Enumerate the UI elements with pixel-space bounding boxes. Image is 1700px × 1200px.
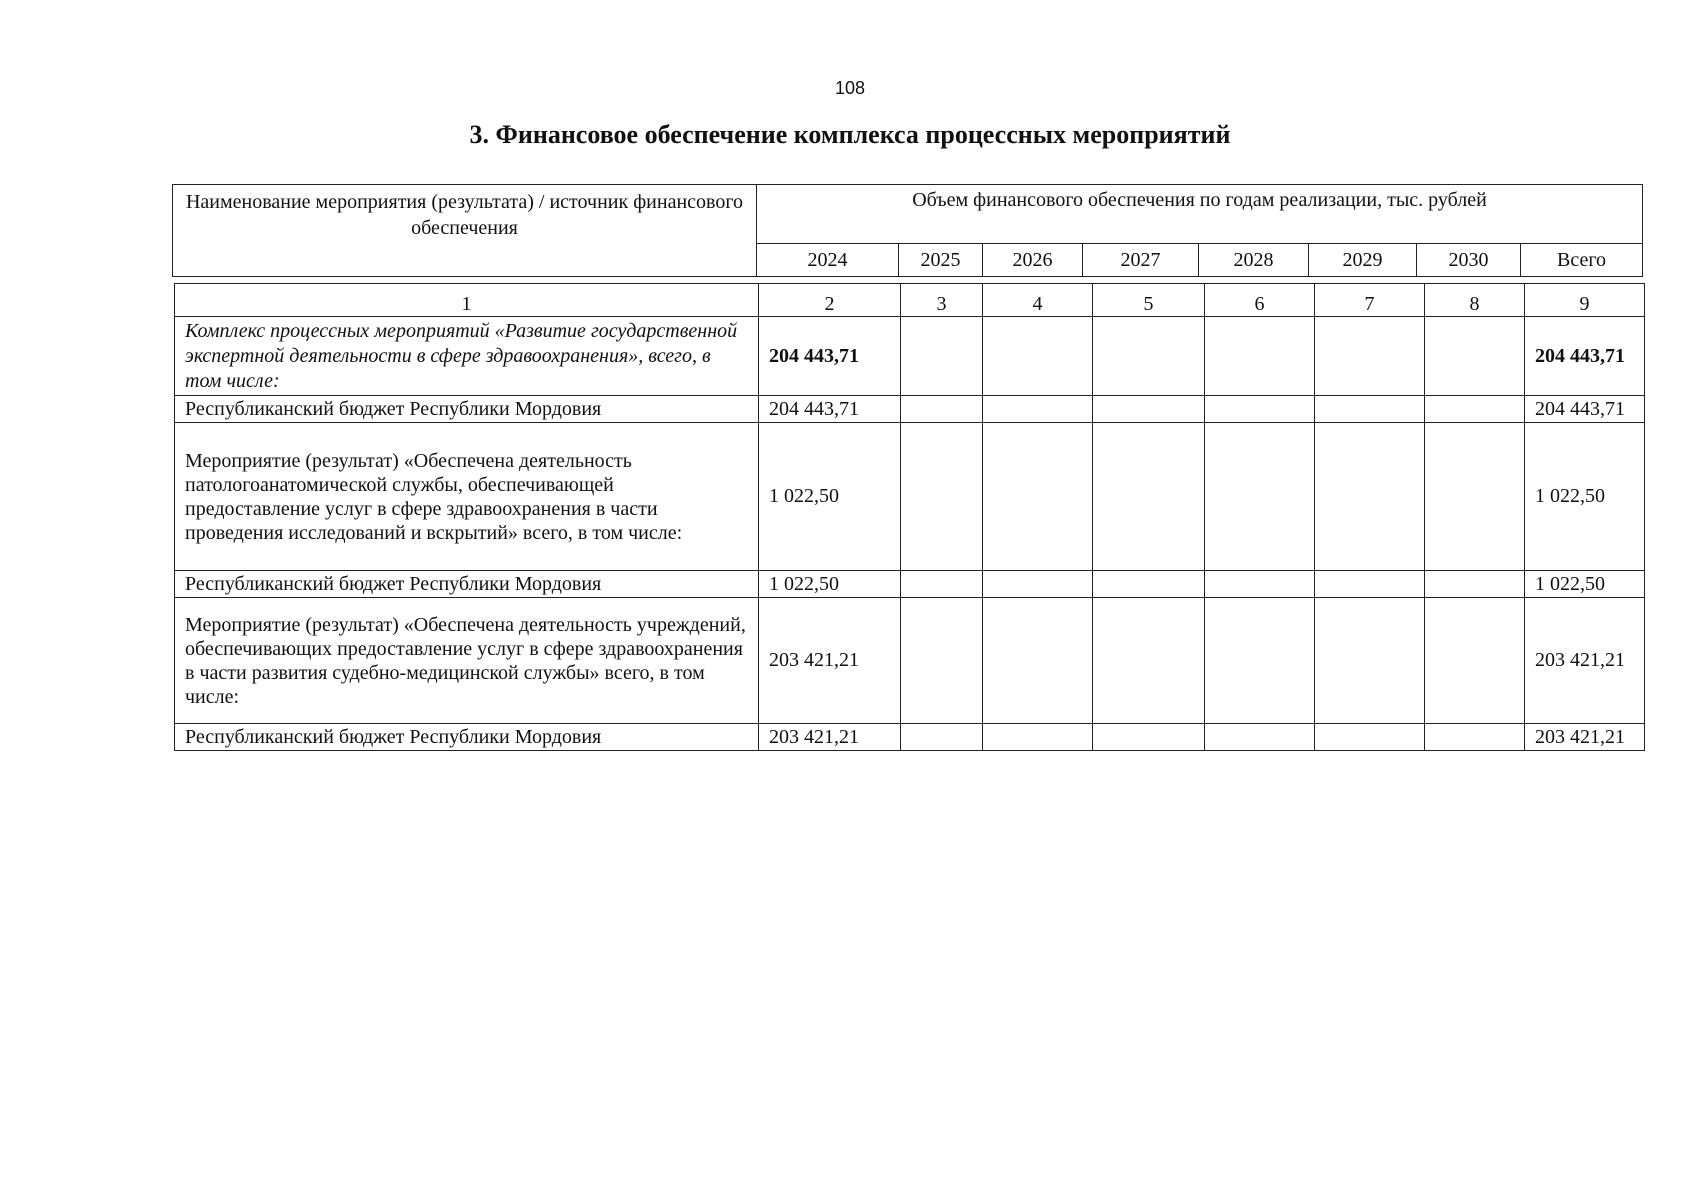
empty-cell [983, 724, 1093, 751]
empty-cell [983, 598, 1093, 724]
empty-cell [1205, 598, 1315, 724]
row-name: Республиканский бюджет Республики Мордовия [175, 571, 759, 598]
empty-cell [983, 571, 1093, 598]
empty-cell [1093, 724, 1205, 751]
empty-cell [1093, 396, 1205, 423]
column-header-name: Наименование мероприятия (результата) / источник финансового обеспечения [173, 185, 757, 277]
empty-cell [1205, 724, 1315, 751]
column-number: 9 [1525, 284, 1645, 317]
empty-cell [983, 396, 1093, 423]
value-2024: 203 421,21 [759, 724, 901, 751]
table-row [175, 317, 1645, 396]
empty-cell [901, 317, 983, 396]
empty-cell [901, 571, 983, 598]
empty-cell [1093, 571, 1205, 598]
table-row [175, 598, 1645, 724]
value-2024: 1 022,50 [759, 423, 901, 571]
column-number: 8 [1425, 284, 1525, 317]
empty-cell [1425, 317, 1525, 396]
empty-cell [901, 396, 983, 423]
column-header-year: 2028 [1199, 244, 1309, 277]
table-row [175, 724, 1645, 751]
empty-cell [1425, 724, 1525, 751]
page-number: 108 [834, 78, 866, 98]
column-header-year: 2029 [1309, 244, 1417, 277]
empty-cell [901, 598, 983, 724]
column-number: 7 [1315, 284, 1425, 317]
empty-cell [983, 317, 1093, 396]
row-name: Комплекс процессных мероприятий «Развитие государственной экспертной деятельности в сфере здравоохранения», всего, в том числе: [175, 317, 759, 396]
row-name: Республиканский бюджет Республики Мордовия [175, 396, 759, 423]
column-header-volume: Объем финансового обеспечения по годам реализации, тыс. рублей [757, 185, 1643, 244]
column-header-year: 2030 [1417, 244, 1521, 277]
column-number: 2 [759, 284, 901, 317]
value-total: 203 421,21 [1525, 724, 1645, 751]
value-total: 1 022,50 [1525, 423, 1645, 571]
column-number: 3 [901, 284, 983, 317]
empty-cell [1425, 423, 1525, 571]
row-name: Мероприятие (результат) «Обеспечена деятельность учреждений, обеспечивающих предоставление услуг в сфере здравоохранения в части развития судебно-медицинской службы» всего, в том числе: [175, 598, 759, 724]
row-name: Мероприятие (результат) «Обеспечена деятельность патологоанатомической службы, обеспечивающей предоставление услуг в сфере здравоохранения в части проведения исследований и вскрытий» всего, в том числе: [175, 423, 759, 571]
table-row [175, 396, 1645, 423]
table-row [175, 571, 1645, 598]
column-number: 1 [175, 284, 759, 317]
empty-cell [1205, 317, 1315, 396]
empty-cell [1425, 396, 1525, 423]
empty-cell [1425, 598, 1525, 724]
empty-cell [1315, 724, 1425, 751]
empty-cell [1315, 396, 1425, 423]
row-name: Республиканский бюджет Республики Мордовия [175, 724, 759, 751]
value-2024: 1 022,50 [759, 571, 901, 598]
empty-cell [1205, 571, 1315, 598]
empty-cell [1425, 571, 1525, 598]
empty-cell [901, 724, 983, 751]
empty-cell [1093, 423, 1205, 571]
empty-cell [1315, 423, 1425, 571]
table-row [175, 423, 1645, 571]
value-2024: 204 443,71 [759, 396, 901, 423]
empty-cell [1093, 598, 1205, 724]
value-2024: 204 443,71 [759, 317, 901, 396]
empty-cell [1315, 598, 1425, 724]
column-header-year: 2027 [1083, 244, 1199, 277]
empty-cell [1205, 423, 1315, 571]
empty-cell [983, 423, 1093, 571]
column-number: 4 [983, 284, 1093, 317]
value-total: 1 022,50 [1525, 571, 1645, 598]
column-number: 5 [1093, 284, 1205, 317]
column-number-row [175, 284, 1645, 317]
value-total: 203 421,21 [1525, 598, 1645, 724]
column-header-year: 2026 [983, 244, 1083, 277]
value-2024: 203 421,21 [759, 598, 901, 724]
column-header-year: 2025 [899, 244, 983, 277]
financing-table [174, 283, 1645, 751]
column-number: 6 [1205, 284, 1315, 317]
table-header [172, 184, 1643, 277]
column-header-total: Всего [1521, 244, 1643, 277]
empty-cell [1093, 317, 1205, 396]
value-total: 204 443,71 [1525, 396, 1645, 423]
empty-cell [1315, 317, 1425, 396]
column-header-year: 2024 [757, 244, 899, 277]
section-title: 3. Финансовое обеспечение комплекса процессных мероприятий [469, 120, 1231, 149]
empty-cell [1315, 571, 1425, 598]
empty-cell [901, 423, 983, 571]
empty-cell [1205, 396, 1315, 423]
value-total: 204 443,71 [1525, 317, 1645, 396]
